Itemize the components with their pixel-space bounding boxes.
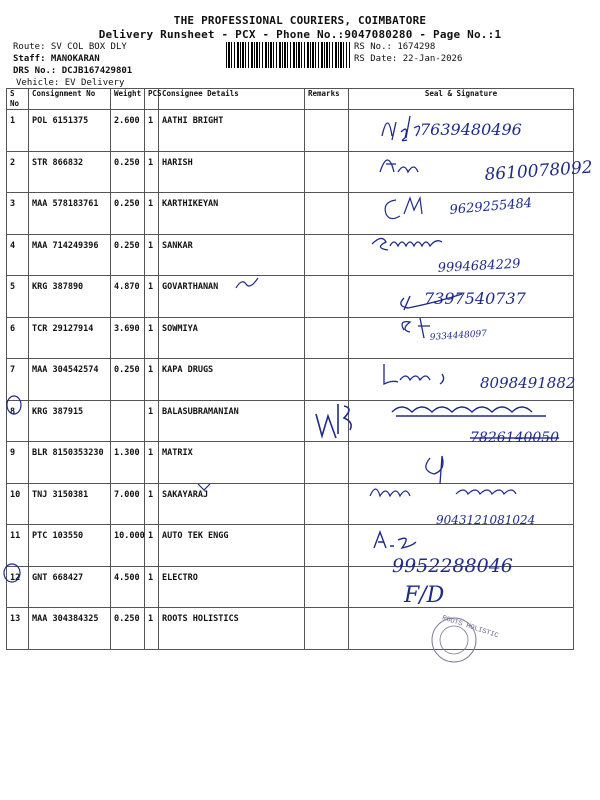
row-consignee: GOVARTHANAN: [159, 276, 305, 318]
handwritten-phone: 9994684229: [437, 256, 521, 276]
row-consignee: SOWMIYA: [159, 317, 305, 359]
row-weight: 2.600: [111, 110, 145, 152]
row-pcs: 1: [145, 193, 159, 235]
row-pcs: 1: [145, 151, 159, 193]
row-sno: 1: [7, 110, 29, 152]
row-consignment: KRG 387915: [29, 400, 111, 442]
pen-mark: [236, 278, 258, 288]
row-consignment: GNT 668427: [29, 566, 111, 608]
handwritten-fd: F/D: [404, 583, 445, 608]
row-consignee: ROOTS HOLISTICS: [159, 608, 305, 650]
signature-mark: [380, 160, 418, 172]
row-weight: 10.000: [111, 525, 145, 567]
handwritten-phone: 8098491882: [480, 374, 576, 392]
handwritten-phone: 8610078092: [483, 157, 594, 185]
row-pcs: 1: [145, 608, 159, 650]
row-consignee: KARTHIKEYAN: [159, 193, 305, 235]
row-weight: 4.500: [111, 566, 145, 608]
signature-mark: [385, 198, 422, 219]
row-consignee: SAKAYARAJ: [159, 483, 305, 525]
stamp-inner-ring: [440, 626, 468, 654]
row-sno: 10: [7, 483, 29, 525]
col-weight: Weight: [111, 89, 145, 110]
row-consignee: BALASUBRAMANIAN: [159, 400, 305, 442]
signature-mark: [384, 364, 444, 384]
row-sno: 2: [7, 151, 29, 193]
row-weight: 1.300: [111, 442, 145, 484]
row-consignee: MATRIX: [159, 442, 305, 484]
row-consignment: TNJ 3150381: [29, 483, 111, 525]
company-title: THE PROFESSIONAL COURIERS, COIMBATORE: [173, 14, 427, 27]
row-weight: 0.250: [111, 193, 145, 235]
row-consignee: KAPA DRUGS: [159, 359, 305, 401]
handwritten-phone: 7826140050: [470, 430, 560, 446]
signature-mark: [370, 489, 516, 496]
signature-mark: [392, 407, 546, 416]
row-consignment: STR 866832: [29, 151, 111, 193]
row-consignment: PTC 103550: [29, 525, 111, 567]
row-weight: 7.000: [111, 483, 145, 525]
stamp-text: ROOTS HOLISTIC: [440, 614, 500, 641]
row-weight: 3.690: [111, 317, 145, 359]
row-pcs: 1: [145, 566, 159, 608]
row-consignee: ELECTRO: [159, 566, 305, 608]
row-pcs: 1: [145, 442, 159, 484]
circle-mark: [7, 396, 21, 414]
col-consignment: Consignment No: [29, 89, 111, 110]
row-consignment: POL 6151375: [29, 110, 111, 152]
col-signature: Seal & Signature: [349, 89, 574, 110]
pen-mark: [198, 484, 210, 490]
drs-number: DRS No.: DCJB167429801: [13, 66, 133, 76]
runsheet-subtitle: Delivery Runsheet - PCX - Phone No.:9047080280 - Page No.:1: [98, 28, 502, 41]
staff: Staff: MANOKARAN: [13, 54, 100, 64]
row-sno: 13: [7, 608, 29, 650]
handwritten-phone: 7397540737: [424, 289, 526, 308]
rs-number: RS No.: 1674298: [354, 42, 436, 52]
handwritten-phone: 9043121081024: [436, 513, 536, 527]
row-consignment: MAA 578183761: [29, 193, 111, 235]
row-consignee: AATHI BRIGHT: [159, 110, 305, 152]
vehicle: Vehicle: EV Delivery: [16, 78, 125, 88]
row-consignee: AUTO TEK ENGG: [159, 525, 305, 567]
row-sno: 8: [7, 400, 29, 442]
col-remarks: Remarks: [305, 89, 349, 110]
row-sno: 5: [7, 276, 29, 318]
row-weight: 0.250: [111, 359, 145, 401]
route: Route: SV COL BOX DLY: [13, 42, 127, 52]
row-sno: 12: [7, 566, 29, 608]
row-sno: 9: [7, 442, 29, 484]
row-sno: 3: [7, 193, 29, 235]
row-weight: 0.250: [111, 608, 145, 650]
row-pcs: 1: [145, 525, 159, 567]
row-sno: 7: [7, 359, 29, 401]
row-sno: 6: [7, 317, 29, 359]
row-pcs: 1: [145, 483, 159, 525]
row-pcs: 1: [145, 400, 159, 442]
row-pcs: 1: [145, 276, 159, 318]
handwritten-phone: 9334448097: [429, 329, 488, 343]
row-pcs: 1: [145, 317, 159, 359]
signature-mark: [426, 456, 443, 484]
col-sno: S No: [7, 89, 29, 110]
company-stamp: [432, 614, 499, 662]
row-pcs: 1: [145, 359, 159, 401]
row-consignee: HARISH: [159, 151, 305, 193]
row-sno: 11: [7, 525, 29, 567]
row-consignment: KRG 387890: [29, 276, 111, 318]
row-weight: 4.870: [111, 276, 145, 318]
row-consignment: MAA 714249396: [29, 234, 111, 276]
row-consignment: MAA 304542574: [29, 359, 111, 401]
handwritten-phone: 9952288046: [392, 555, 513, 577]
rs-date: RS Date: 22-Jan-2026: [354, 54, 463, 64]
row-weight: 0.250: [111, 151, 145, 193]
signature-mark: [316, 404, 351, 438]
col-consignee: Consignee Details: [159, 89, 305, 110]
row-pcs: 1: [145, 110, 159, 152]
handwritten-phone: 7639480496: [420, 120, 522, 139]
handwritten-phone: 9629255484: [449, 195, 533, 218]
signature-mark: [402, 318, 430, 338]
signature-mark: [382, 116, 420, 141]
circle-mark: [4, 564, 20, 582]
col-pcs: PCS: [145, 89, 159, 110]
row-consignee: SANKAR: [159, 234, 305, 276]
row-consignment: MAA 304384325: [29, 608, 111, 650]
signature-mark: [372, 238, 442, 250]
row-weight: 0.250: [111, 234, 145, 276]
row-sno: 4: [7, 234, 29, 276]
row-consignment: TCR 29127914: [29, 317, 111, 359]
row-pcs: 1: [145, 234, 159, 276]
row-consignment: BLR 8150353230: [29, 442, 111, 484]
signature-mark: [374, 532, 416, 548]
